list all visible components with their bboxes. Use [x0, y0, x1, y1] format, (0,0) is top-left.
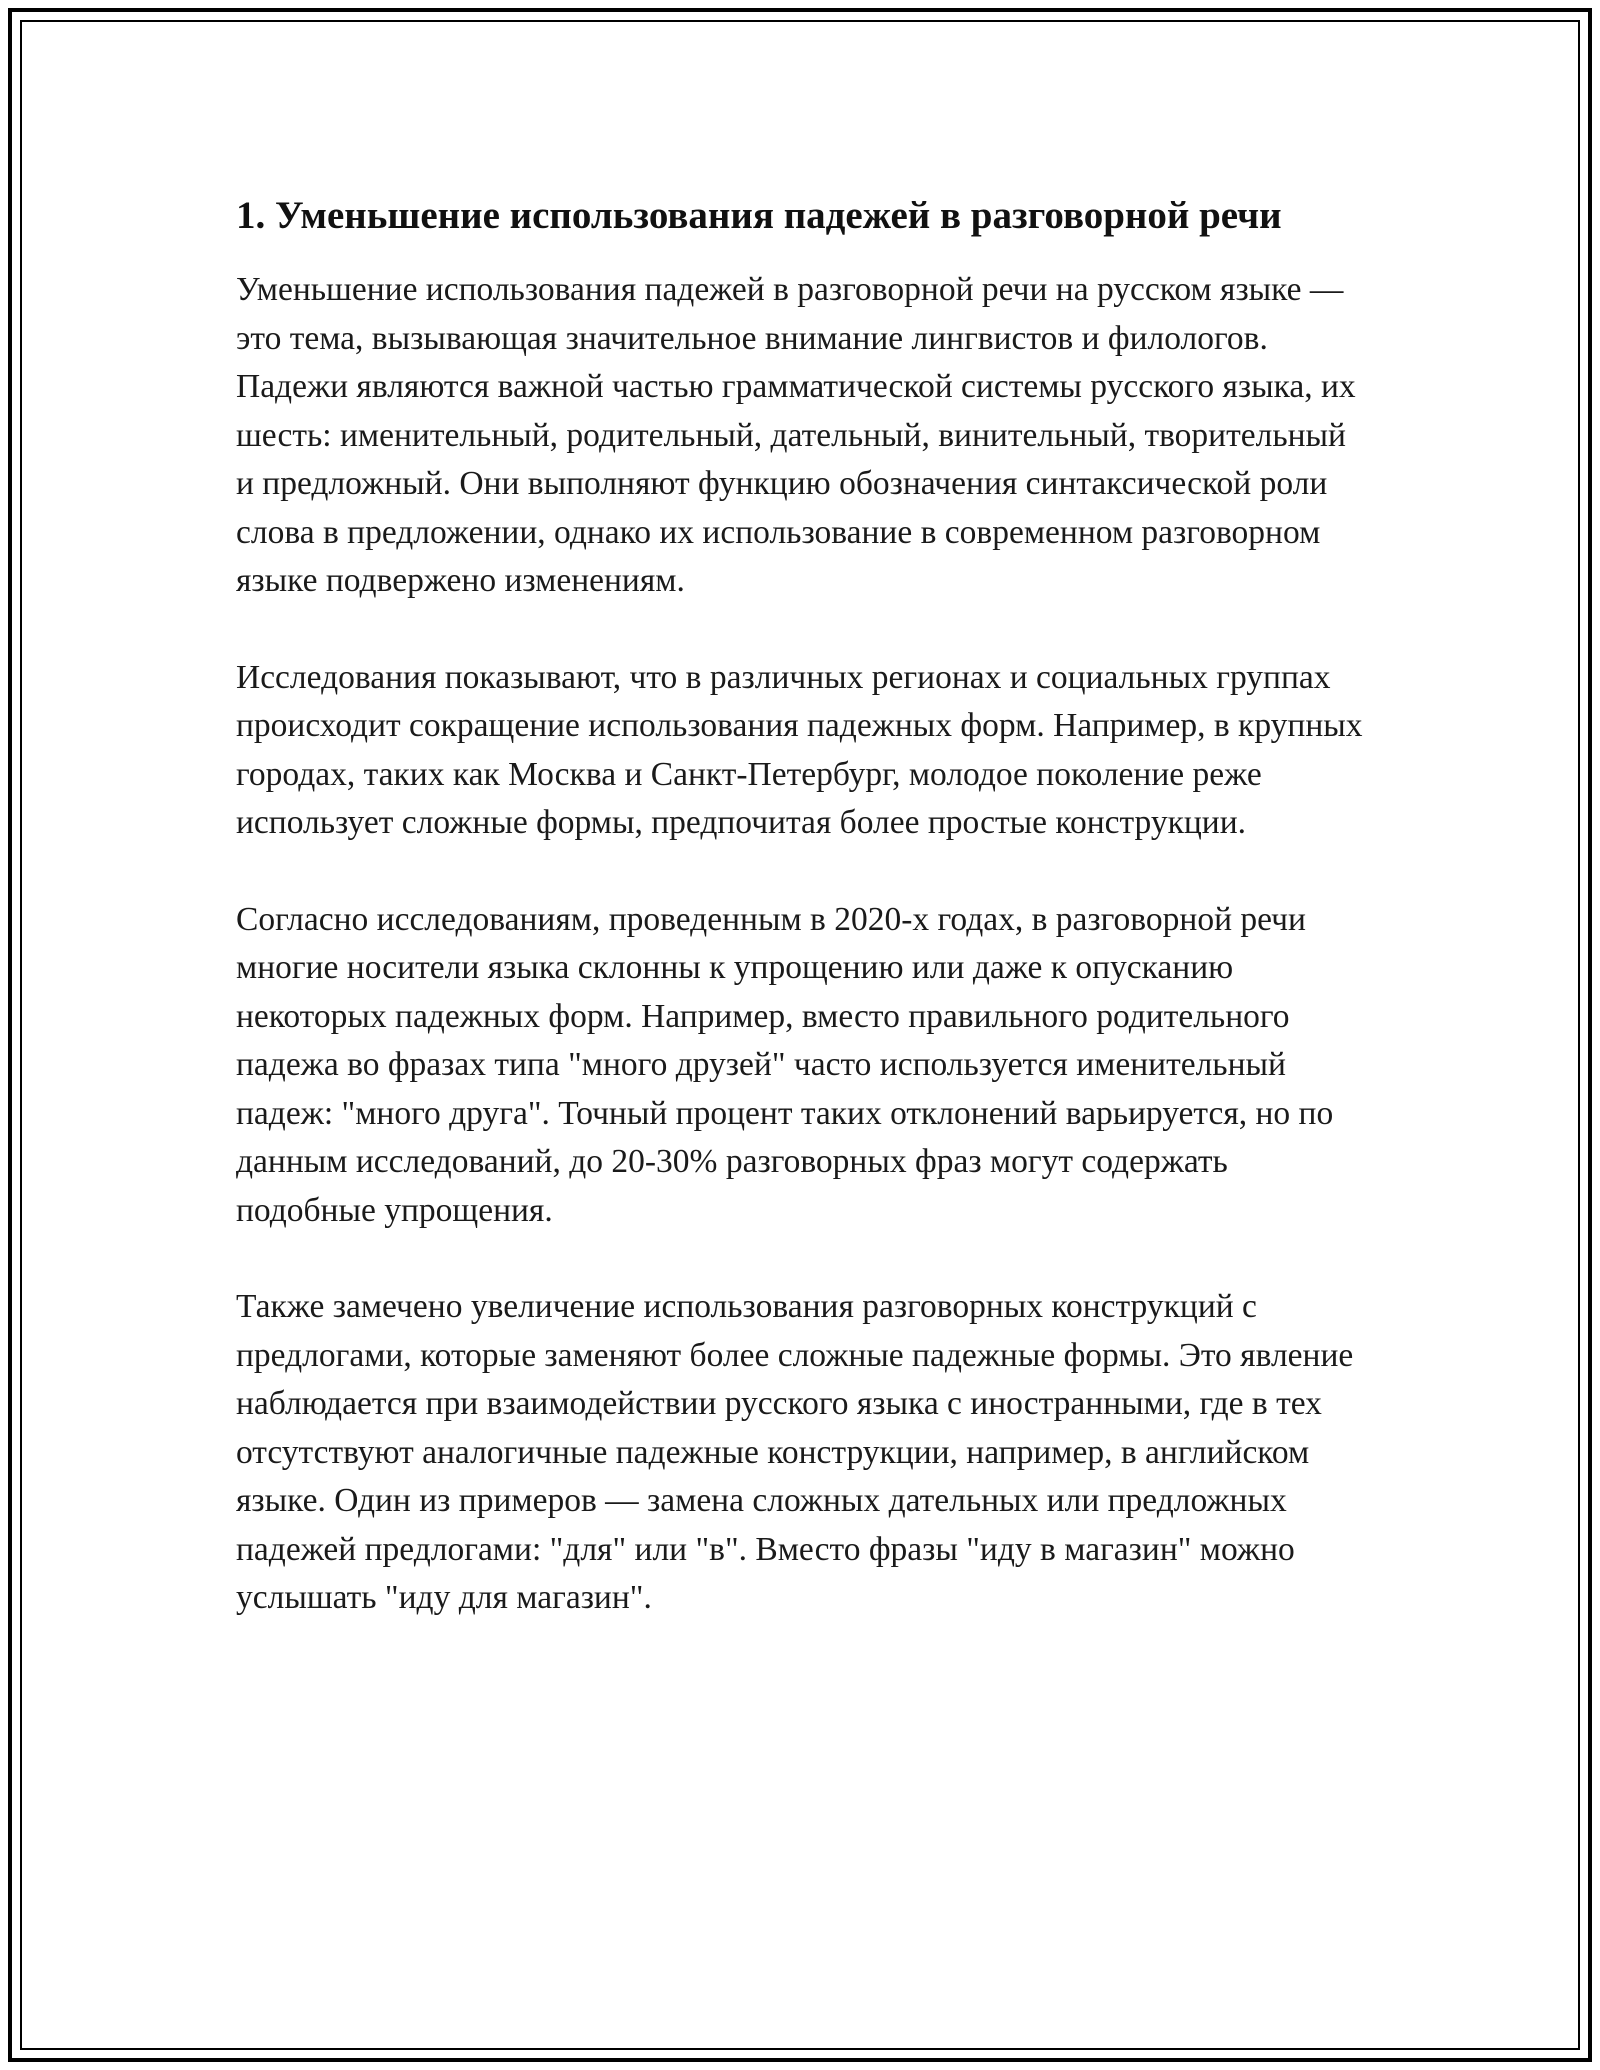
- paragraph-1: Уменьшение использования падежей в разговорной речи на русском языке — это тема, вызывающая значительное внимание лингвистов и филологов. Падежи являются важной частью грамматической системы русского языка, их шесть: именительный, родительный, дательный, винительный, творительный и предложный. Они выполняют функцию обозначения синтаксической роли слова в предложении, однако их использование в современном разговорном языке подвержено изменениям.: [236, 271, 1356, 599]
- paragraph-3: Согласно исследованиям, проведенным в 2020-х годах, в разговорной речи многие носители языка склонны к упрощению или даже к опусканию некоторых падежных форм. Например, вместо правильного родительного падежа во фразах типа "много друзей" часто используется именительный падеж: "много друга". Точный процент таких отклонений варьируется, но по данным исследований, до 20-30% разговорных фраз могут содержать подобные упрощения.: [236, 900, 1334, 1229]
- document-body: [236, 188, 1366, 1623]
- section-title: 1. Уменьшение использования падежей в разговорной речи: [236, 194, 1282, 237]
- paragraph-4: Также замечено увеличение использования разговорных конструкций с предлогами, которые заменяют более сложные падежные формы. Это явление наблюдается при взаимодействии русского языка с иностранными, где в тех отсутствуют аналогичные падежные конструкции, например, в английском языке. Один из примеров — замена сложных дательных или предложных падежей предлогами: "для" или "в". Вместо фразы "иду в магазин" можно услышать "иду для магазин".: [236, 1288, 1354, 1616]
- paragraph-2: Исследования показывают, что в различных регионах и социальных группах происходит сокращение использования падежных форм. Например, в крупных городах, таких как Москва и Санкт-Петербург, молодое поколение реже использует сложные формы, предпочитая более простые конструкции.: [236, 658, 1363, 841]
